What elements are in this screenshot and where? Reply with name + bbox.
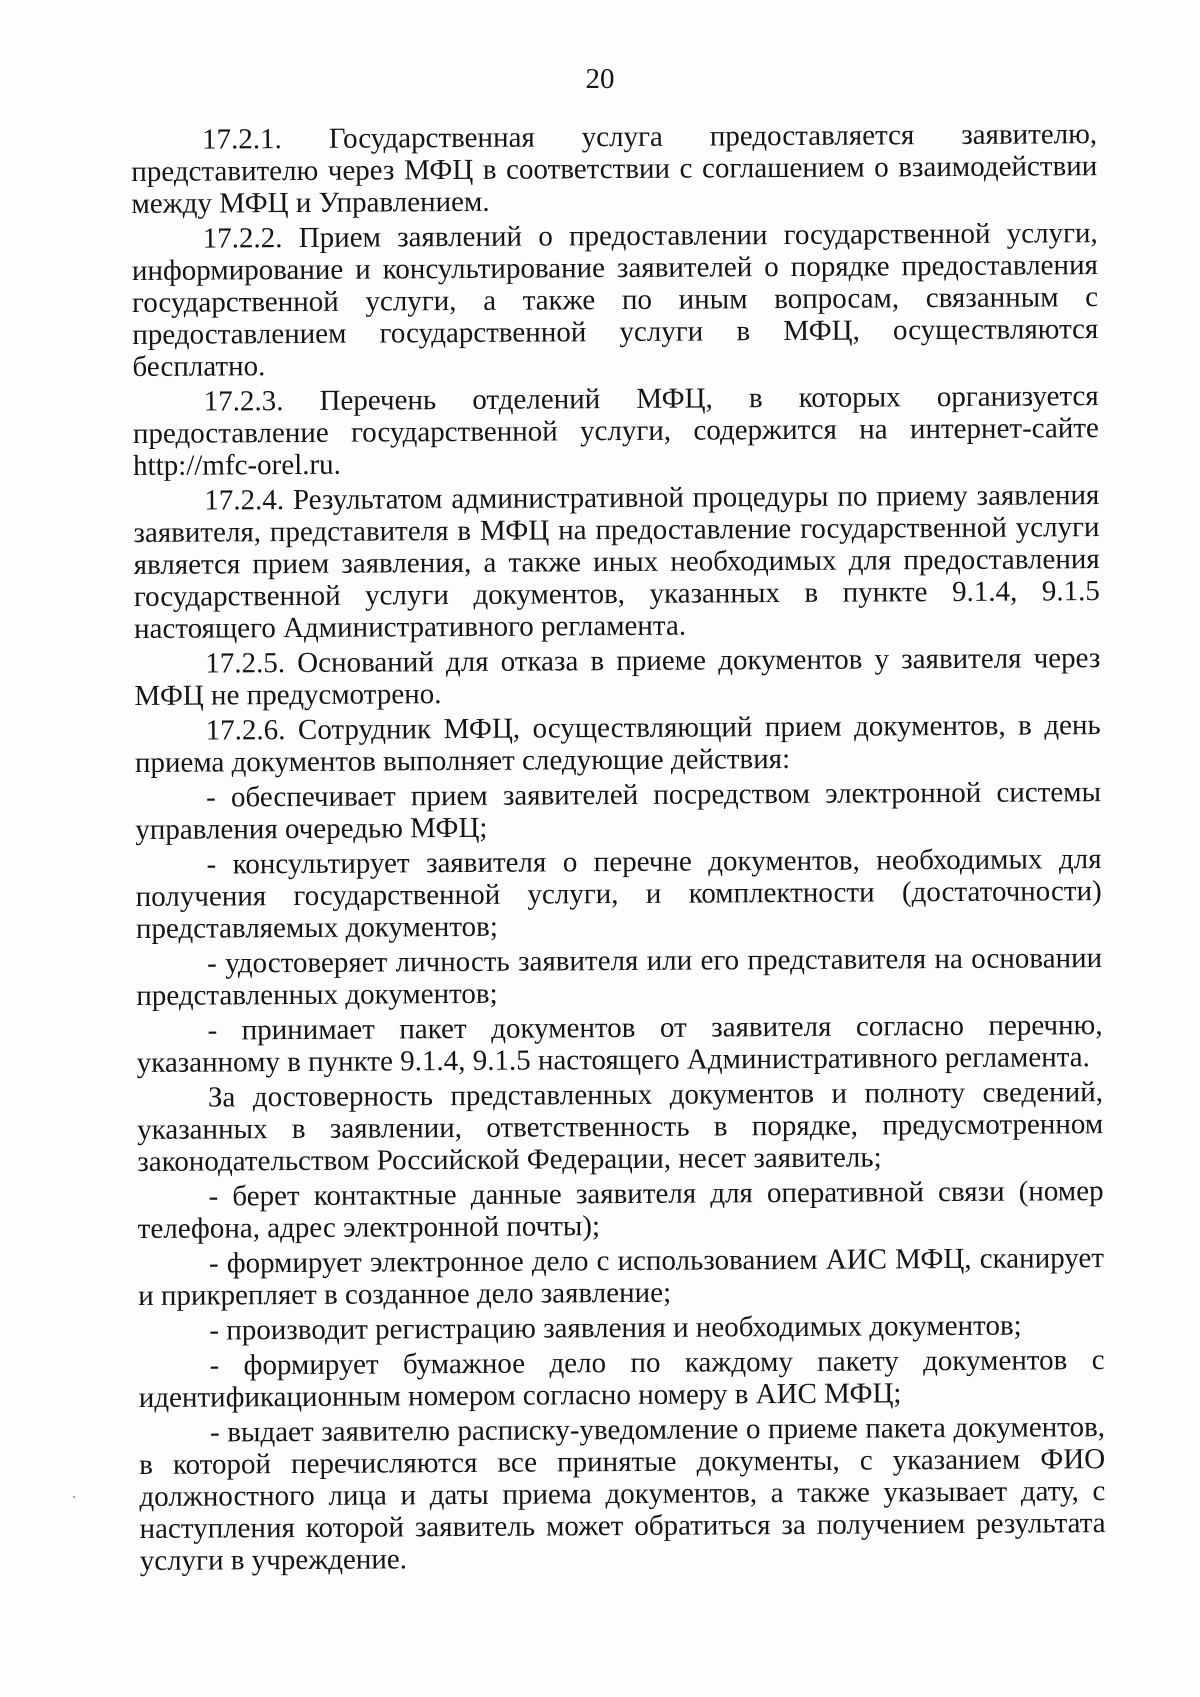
list-item-receipt-notice: - выдает заявителю расписку-уведомление о приеме пакета документов, в которой перечисляются все принятые документы, с указанием ФИО должностного лица и даты приема документов, а также указывает дату, с наступления которой заявитель может обратиться за получением результата услуги в учреждение.: [139, 1411, 1106, 1577]
list-item-paper-file: - формирует бумажное дело по каждому пакету документов с идентификационным номером согласно номеру в АИС МФЦ;: [138, 1344, 1105, 1414]
list-item-consultation: - консультирует заявителя о перечне документов, необходимых для получения государственной услуги, и комплектности (достаточности) представляемых документов;: [135, 843, 1102, 945]
paragraph-responsibility: За достоверность представленных документов и полноту сведений, указанных в заявлении, ответственность в порядке, предусмотренном законодательством Российской Федерации, несет заявитель;: [137, 1076, 1104, 1178]
paragraph-17-2-5: 17.2.5. Оснований для отказа в приеме документов у заявителя через МФЦ не предусмотрено.: [134, 642, 1101, 712]
document-body: [131, 118, 1106, 1580]
list-item-contact-data: - берет контактные данные заявителя для оперативной связи (номер телефона, адрес электронной почты);: [137, 1175, 1104, 1245]
list-item-identity-verification: - удостоверяет личность заявителя или его представителя на основании представленных документов;: [136, 942, 1103, 1012]
paragraph-17-2-1: 17.2.1. Государственная услуга предоставляется заявителю, представителю через МФЦ в соответствии с соглашением о взаимодействии между МФЦ и Управлением.: [131, 118, 1098, 220]
list-item-queue-management: - обеспечивает прием заявителей посредством электронной системы управления очередью МФЦ;: [135, 776, 1102, 846]
page-number: 20: [585, 63, 615, 95]
paragraph-17-2-4: 17.2.4. Результатом административной процедуры по приему заявления заявителя, представителя в МФЦ на предоставление государственной услуги является прием заявления, а также иных необходимых для предоставления государственной услуги документов, указанных в пункте 9.1.4, 9.1.5 настоящего Административного регламента.: [133, 479, 1100, 645]
list-item-registration: - производит регистрацию заявления и необходимых документов;: [209, 1309, 1022, 1347]
list-item-accept-package: - принимает пакет документов от заявителя согласно перечню, указанному в пункте 9.1.4, 9.1.5 настоящего Административного регламента.: [136, 1009, 1103, 1079]
paragraph-17-2-2: 17.2.2. Прием заявлений о предоставлении государственной услуги, информирование и консультирование заявителей о порядке предоставления государственной услуги, а также по иным вопросам, связанным с предоставлением государственной услуги в МФЦ, осуществляются бесплатно.: [131, 217, 1099, 383]
scan-speck: [73, 1496, 75, 1498]
paragraph-17-2-6: 17.2.6. Сотрудник МФЦ, осуществляющий прием документов, в день приема документов выполняет следующие действия:: [134, 709, 1101, 779]
list-item-electronic-file: - формирует электронное дело с использованием АИС МФЦ, сканирует и прикрепляет в созданное дело заявление;: [138, 1242, 1105, 1312]
paragraph-17-2-3: 17.2.3. Перечень отделений МФЦ, в которых организуется предоставление государственной услуги, содержится на интернет-сайте http://mfc-orel.ru.: [132, 380, 1099, 482]
